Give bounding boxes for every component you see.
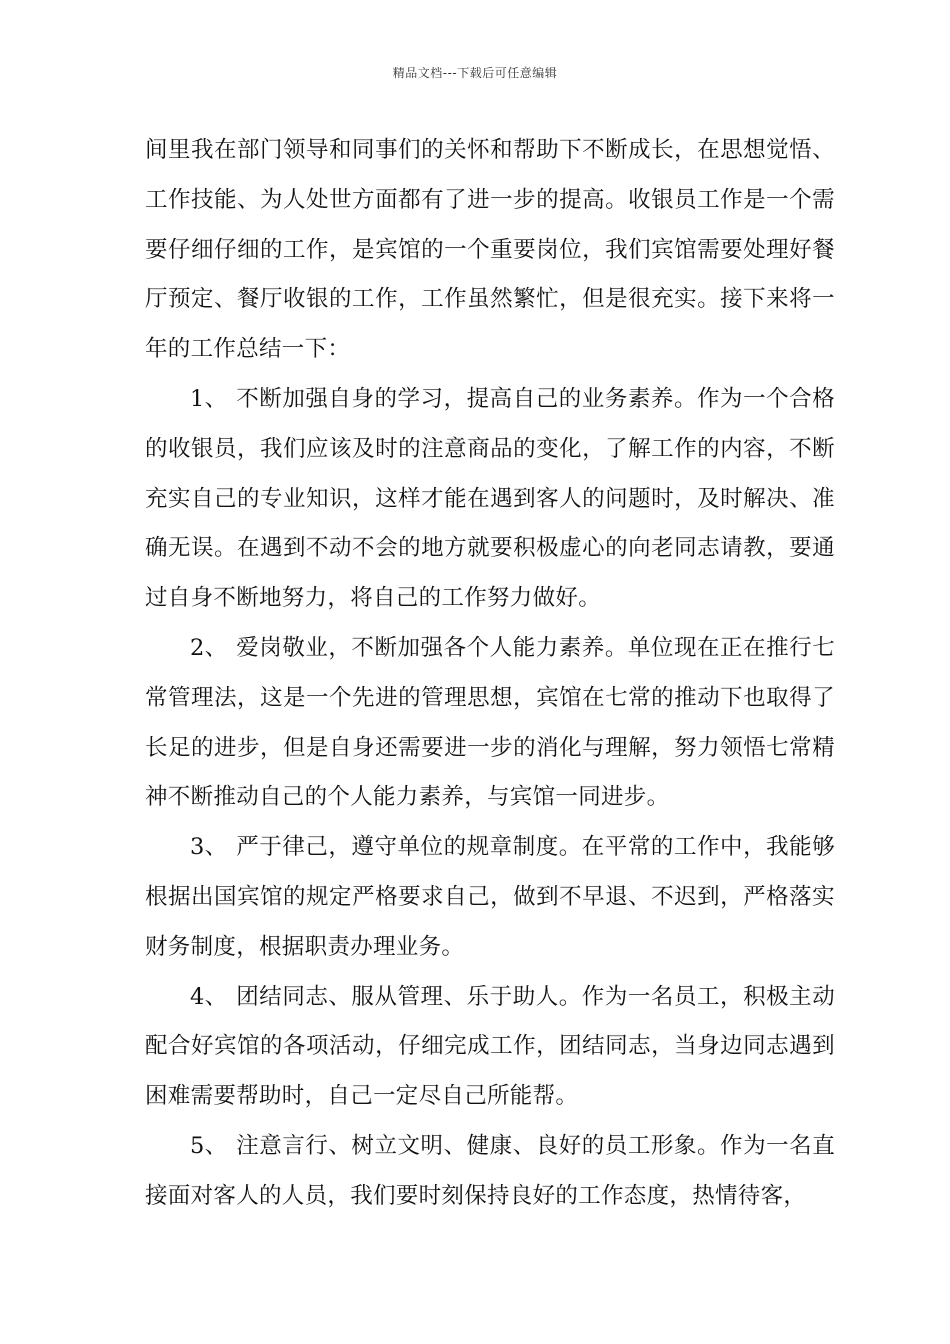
list-item-4 [145,973,835,1122]
list-item-2 [145,624,835,823]
list-item-number: 1、 [190,385,228,412]
list-item-number: 5、 [190,1132,228,1159]
list-item-text: 不断加强自身的学习，提高自己的业务素养。作为一个合格的收银员，我们应该及时的注意商品的变化，了解工作的内容，不断充实自己的专业知识，这样才能在遇到客人的问题时，及时解决、准确无误。在遇到不动不会的地方就要积极虚心的向老同志请教，要通过自身不断地努力，将自己的工作努力做好。 [145,385,835,612]
list-item-number: 2、 [190,634,228,661]
document-body [145,126,835,1222]
list-item-number: 4、 [190,983,228,1010]
list-item-text: 严于律己，遵守单位的规章制度。在平常的工作中，我能够根据出国宾馆的规定严格要求自己，做到不早退、不迟到，严格落实财务制度，根据职责办理业务。 [145,834,835,960]
list-item-text: 注意言行、树立文明、健康、良好的员工形象。作为一名直接面对客人的人员，我们要时刻保持良好的工作态度，热情待客， [145,1132,835,1209]
intro-paragraph: 间里我在部门领导和同事们的关怀和帮助下不断成长，在思想觉悟、工作技能、为人处世方面都有了进一步的提高。收银员工作是一个需要仔细仔细的工作，是宾馆的一个重要岗位，我们宾馆需要处理好餐厅预定、餐厅收银的工作，工作虽然繁忙，但是很充实。接下来将一年的工作总结一下： [145,137,835,363]
list-item-number: 3、 [190,834,228,861]
list-item-3 [145,823,835,972]
list-item-text: 爱岗敬业，不断加强各个人能力素养。单位现在正在推行七常管理法，这是一个先进的管理思想，宾馆在七常的推动下也取得了长足的进步，但是自身还需要进一步的消化与理解，努力领悟七常精神不断推动自己的个人能力素养，与宾馆一同进步。 [145,634,835,811]
list-item-1 [145,375,835,624]
list-item-text: 团结同志、服从管理、乐于助人。作为一名员工，积极主动配合好宾馆的各项活动，仔细完成工作，团结同志，当身边同志遇到困难需要帮助时，自己一定尽自己所能帮。 [145,983,835,1110]
list-item-5 [145,1122,835,1222]
page-header: 精品文档---下载后可任意编辑 [392,66,558,80]
